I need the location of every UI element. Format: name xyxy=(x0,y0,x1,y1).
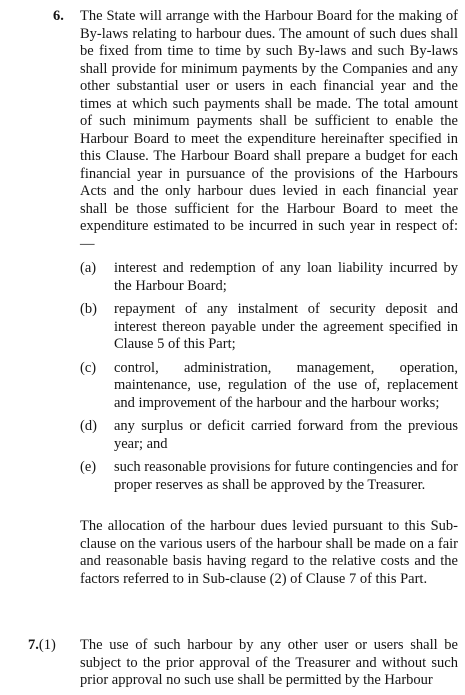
item-text: interest and redemption of any loan liability incurred by the Harbour Board; xyxy=(114,260,458,294)
item-text: such reasonable provisions for future contingencies and for proper reserves as shall be approved by the Treasurer. xyxy=(114,459,458,493)
clause-7-text: The use of such harbour by any other user or users shall be subject to the prior approval of the Treasurer and without such prior approval no such use shall be permitted by the Harbour xyxy=(80,637,458,688)
item-label: (e) xyxy=(80,459,97,475)
list-item xyxy=(80,360,458,413)
item-label: (d) xyxy=(80,418,97,434)
item-label: (c) xyxy=(80,359,97,376)
clause-7-number xyxy=(28,637,56,655)
clause-6-number: 6. xyxy=(53,8,64,24)
item-text: control, administration, management, operation, maintenance, use, regulation of the use of, replacement and improvement of the harbour and the harbour works; xyxy=(114,359,458,411)
clause-6-intro: The State will arrange with the Harbour Board for the making of By-laws relating to harbour dues. The amount of such dues shall be fixed from time to time by such By-laws and such By-laws shall provide for minimum payments by the Companies and any other substantial user or users in each financial year and the times at which such payments shall be made. The total amount of such minimum payments shall be sufficient to enable the Harbour Board to meet the expenditure hereinafter specified in this Clause. The Harbour Board shall prepare a budget for each financial year in pursuance of the provisions of the Harbours Acts and the only harbour dues levied in each financial year shall be those sufficient for the Harbour Board to meet the expenditure estimated to be incurred in such year in respect of:— xyxy=(80,8,458,252)
item-label: (a) xyxy=(80,260,97,276)
list-item xyxy=(80,459,458,494)
clause-6-allocation: The allocation of the harbour dues levied pursuant to this Sub-clause on the various users of the harbour shall be made on a fair and reasonable basis having regard to the relative costs and the factors referred to in Sub-clause (2) of Clause 7 of this Part. xyxy=(80,518,458,587)
item-label: (b) xyxy=(80,301,97,317)
clause-7-subclause: (1) xyxy=(38,637,56,653)
list-item xyxy=(80,260,458,295)
item-text: repayment of any instalment of security deposit and interest thereon payable under the agreement specified in Clause 5 of this Part; xyxy=(114,301,458,352)
clause-7-num: 7. xyxy=(28,637,39,653)
list-item xyxy=(80,418,458,453)
list-item xyxy=(80,301,458,354)
clause-6-items xyxy=(80,260,458,500)
item-text: any surplus or deficit carried forward from the previous year; and xyxy=(114,418,458,452)
